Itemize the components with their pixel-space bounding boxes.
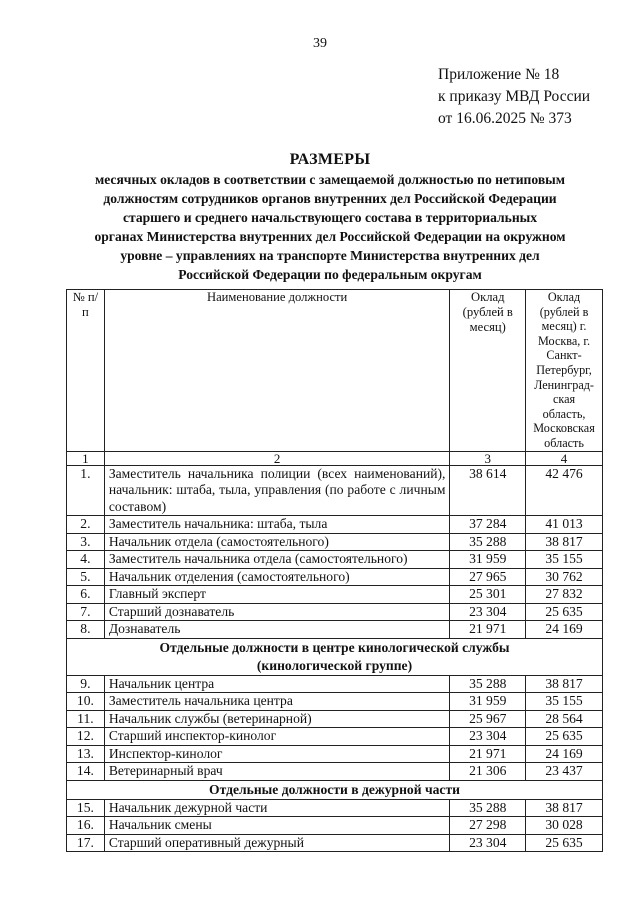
row-position: Начальник отдела (самостоятельного) xyxy=(104,533,450,551)
title-subtitle-line: старшего и среднего начальствующего состава в территориальных xyxy=(122,210,538,225)
row-salary-moscow: 42 476 xyxy=(526,465,603,516)
row-position: Начальник дежурной части xyxy=(104,799,450,817)
row-num: 1. xyxy=(67,465,105,516)
appendix-date: от 16.06.2025 № 373 xyxy=(438,110,572,127)
row-position: Заместитель начальника полиции (всех наименований), начальник: штаба, тыла, управления (по работе с личным составом) xyxy=(104,465,450,516)
row-salary: 27 298 xyxy=(450,817,526,835)
column-number-row xyxy=(67,451,603,465)
section-title: Отдельные должности в дежурной части xyxy=(67,780,603,799)
row-position: Начальник смены xyxy=(104,817,450,835)
table-row xyxy=(67,763,603,781)
row-salary: 27 965 xyxy=(450,568,526,586)
header-name: Наименование должности xyxy=(104,290,450,452)
row-salary: 23 304 xyxy=(450,834,526,852)
row-salary: 37 284 xyxy=(450,516,526,534)
row-salary: 21 971 xyxy=(450,745,526,763)
column-number: 3 xyxy=(450,451,526,465)
row-num: 16. xyxy=(67,817,105,835)
section-title-line: (кинологической группе) xyxy=(256,657,413,673)
title-subtitle-line: месячных окладов в соответствии с замещаемой должностью по нетиповым xyxy=(94,172,566,187)
table-header-row xyxy=(67,290,603,452)
column-number: 1 xyxy=(67,451,105,465)
row-salary-moscow: 23 437 xyxy=(526,763,603,781)
salary-table xyxy=(66,289,603,852)
table-row xyxy=(67,568,603,586)
table-row xyxy=(67,745,603,763)
table-row xyxy=(67,533,603,551)
row-position: Начальник службы (ветеринарной) xyxy=(104,710,450,728)
row-position: Заместитель начальника: штаба, тыла xyxy=(104,516,450,534)
header-salary: Оклад (рублей в месяц) xyxy=(450,290,526,452)
row-salary-moscow: 30 028 xyxy=(526,817,603,835)
page-number: 39 xyxy=(313,36,327,51)
row-position: Заместитель начальника центра xyxy=(104,693,450,711)
row-salary-moscow: 24 169 xyxy=(526,745,603,763)
row-salary: 21 306 xyxy=(450,763,526,781)
row-salary-moscow: 24 169 xyxy=(526,621,603,639)
row-salary-moscow: 30 762 xyxy=(526,568,603,586)
row-num: 5. xyxy=(67,568,105,586)
table-row xyxy=(67,621,603,639)
row-num: 13. xyxy=(67,745,105,763)
row-num: 10. xyxy=(67,693,105,711)
row-salary-moscow: 41 013 xyxy=(526,516,603,534)
table-row xyxy=(67,465,603,516)
row-salary: 35 288 xyxy=(450,799,526,817)
column-number: 2 xyxy=(104,451,450,465)
row-position: Инспектор-кинолог xyxy=(104,745,450,763)
header-num: № п/п xyxy=(67,290,105,452)
table-row xyxy=(67,551,603,569)
table-row xyxy=(67,710,603,728)
row-position: Начальник отделения (самостоятельного) xyxy=(104,568,450,586)
row-salary: 31 959 xyxy=(450,693,526,711)
row-salary: 38 614 xyxy=(450,465,526,516)
row-position: Старший инспектор-кинолог xyxy=(104,728,450,746)
row-position: Старший оперативный дежурный xyxy=(104,834,450,852)
appendix-order: к приказу МВД России xyxy=(438,88,591,105)
appendix-number: Приложение № 18 xyxy=(438,66,560,83)
table-row xyxy=(67,675,603,693)
row-salary-moscow: 38 817 xyxy=(526,675,603,693)
section-header-cynology xyxy=(67,638,603,675)
row-num: 15. xyxy=(67,799,105,817)
row-num: 9. xyxy=(67,675,105,693)
section-title-line: Отдельные должности в центре кинологической службы xyxy=(159,639,510,655)
table-row xyxy=(67,603,603,621)
title-subtitle-line: органах Министерства внутренних дел Российской Федерации на окружном xyxy=(94,229,566,244)
row-position: Дознаватель xyxy=(104,621,450,639)
row-salary-moscow: 35 155 xyxy=(526,551,603,569)
row-salary: 23 304 xyxy=(450,603,526,621)
row-position: Начальник центра xyxy=(104,675,450,693)
row-position: Ветеринарный врач xyxy=(104,763,450,781)
row-num: 7. xyxy=(67,603,105,621)
title-subtitle-line: должностям сотрудников органов внутренних дел Российской Федерации xyxy=(103,191,557,206)
document-title xyxy=(60,150,600,284)
row-num: 11. xyxy=(67,710,105,728)
row-num: 12. xyxy=(67,728,105,746)
table-row xyxy=(67,693,603,711)
table-row xyxy=(67,834,603,852)
section-header-duty xyxy=(67,780,603,799)
row-salary: 35 288 xyxy=(450,533,526,551)
title-main: РАЗМЕРЫ xyxy=(289,151,371,168)
row-salary-moscow: 25 635 xyxy=(526,603,603,621)
row-num: 4. xyxy=(67,551,105,569)
row-salary: 23 304 xyxy=(450,728,526,746)
row-salary-moscow: 25 635 xyxy=(526,834,603,852)
row-num: 2. xyxy=(67,516,105,534)
row-position: Старший дознаватель xyxy=(104,603,450,621)
table-row xyxy=(67,586,603,604)
row-num: 14. xyxy=(67,763,105,781)
header-salary-moscow: Оклад (рублей в месяц) г. Москва, г. Санкт-Петербург, Ленинград-ская область, Московская область xyxy=(526,290,603,452)
appendix-reference xyxy=(438,64,590,130)
table-row xyxy=(67,728,603,746)
section-title xyxy=(67,638,603,675)
row-salary: 25 967 xyxy=(450,710,526,728)
row-salary: 31 959 xyxy=(450,551,526,569)
row-num: 17. xyxy=(67,834,105,852)
row-salary: 25 301 xyxy=(450,586,526,604)
row-position: Заместитель начальника отдела (самостоятельного) xyxy=(104,551,450,569)
row-salary-moscow: 38 817 xyxy=(526,533,603,551)
table-row xyxy=(67,516,603,534)
row-salary-moscow: 38 817 xyxy=(526,799,603,817)
table-row xyxy=(67,799,603,817)
title-subtitle-line: Российской Федерации по федеральным округам xyxy=(178,267,482,282)
row-num: 8. xyxy=(67,621,105,639)
row-salary: 35 288 xyxy=(450,675,526,693)
table-row xyxy=(67,817,603,835)
column-number: 4 xyxy=(526,451,603,465)
row-salary-moscow: 35 155 xyxy=(526,693,603,711)
row-salary: 21 971 xyxy=(450,621,526,639)
row-num: 6. xyxy=(67,586,105,604)
title-subtitle-line: уровне – управлениях на транспорте Министерства внутренних дел xyxy=(120,248,540,263)
row-salary-moscow: 27 832 xyxy=(526,586,603,604)
row-position: Главный эксперт xyxy=(104,586,450,604)
row-salary-moscow: 25 635 xyxy=(526,728,603,746)
row-num: 3. xyxy=(67,533,105,551)
row-salary-moscow: 28 564 xyxy=(526,710,603,728)
